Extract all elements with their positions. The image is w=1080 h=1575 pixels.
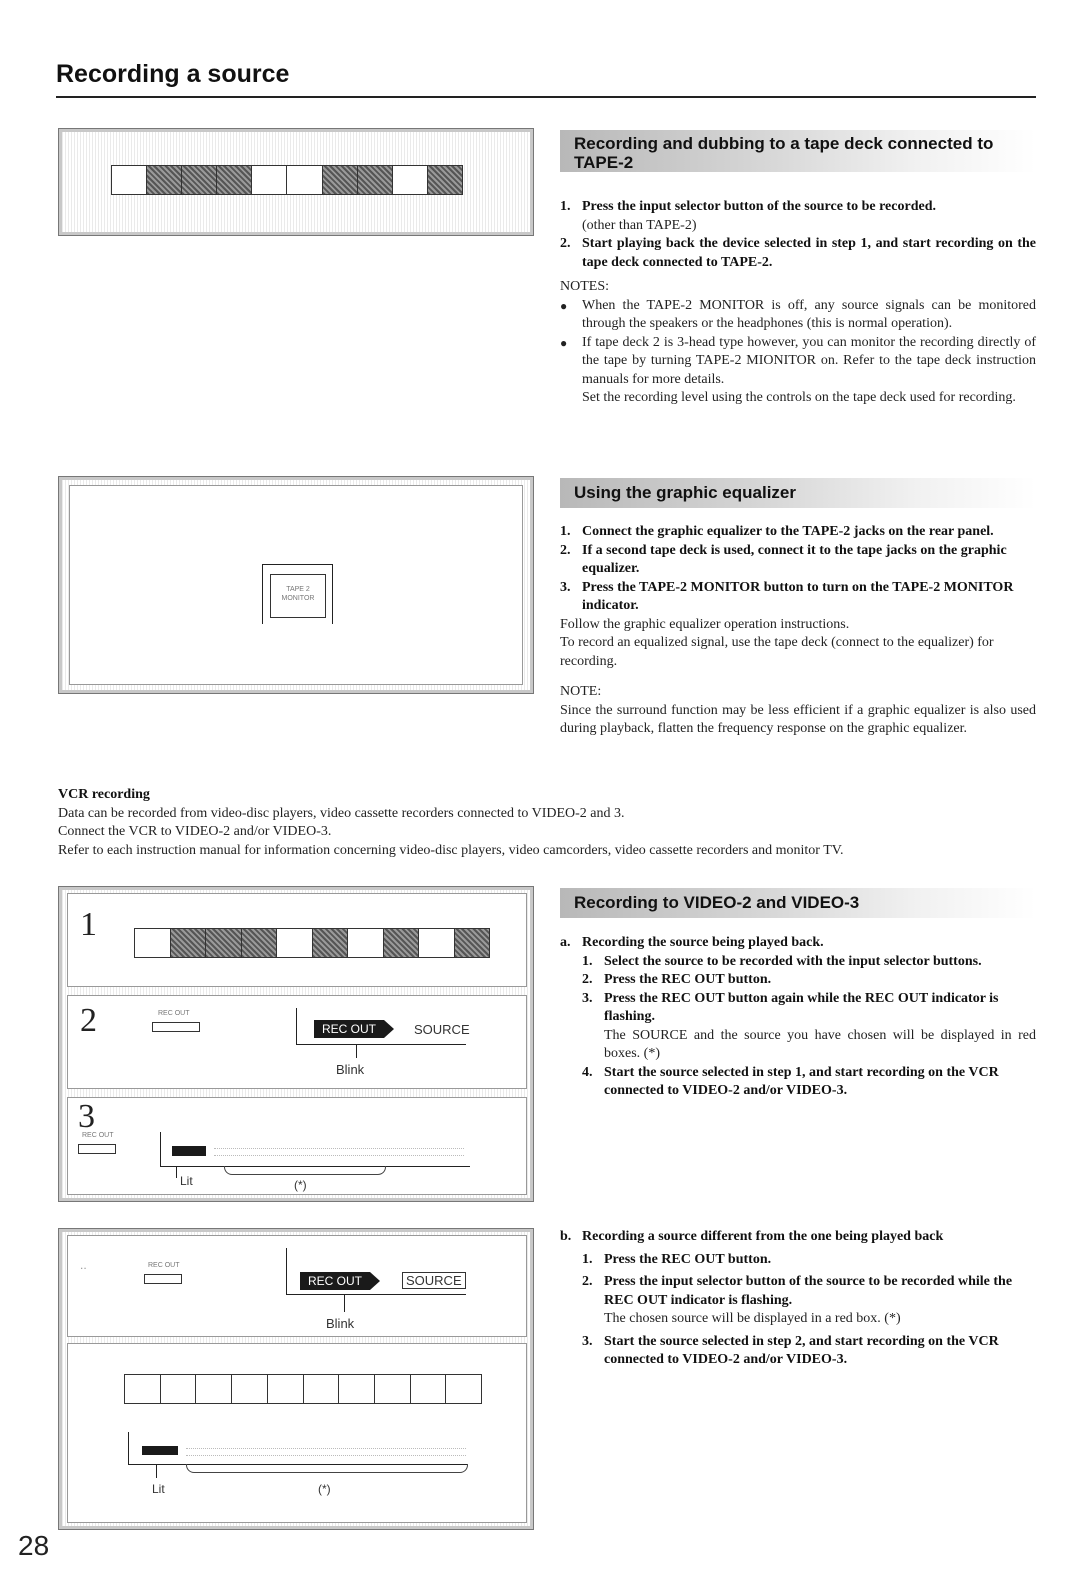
step-text: Press the input selector button of the source to be recorded. (582, 199, 936, 214)
blink-label: Blink (326, 1316, 355, 1331)
step-text: Press the REC OUT button. (604, 1251, 772, 1267)
b-step2-area (67, 1343, 527, 1523)
step-number-1: 1 (80, 906, 97, 943)
note-label: NOTE: (560, 684, 602, 699)
bracket-line (296, 1044, 466, 1045)
selector-button (383, 929, 419, 957)
selector-button (205, 929, 241, 957)
pointer-line (176, 1166, 177, 1178)
step-text: Press the TAPE-2 MONITOR button to turn on the TAPE-2 MONITOR indicator. (582, 579, 1014, 613)
blink-label: Blink (336, 1062, 365, 1077)
tape2-monitor-button (270, 574, 326, 618)
selector-button (135, 929, 170, 957)
step-text: Start playing back the device selected in step 1, and start recording on the tape deck connected to TAPE-2. (582, 236, 1036, 270)
source-brace (224, 1166, 386, 1175)
selector-button (251, 166, 286, 194)
section3-a (560, 934, 1036, 1101)
list-label: b. (560, 1229, 572, 1244)
step3-area (67, 1097, 527, 1195)
panel-video-steps (58, 886, 534, 1202)
step-subtext: The chosen source will be displayed in a red box. (*) (604, 1311, 901, 1326)
indicator-strip (214, 1148, 464, 1156)
section-heading-equalizer: Using the graphic equalizer (560, 478, 1036, 508)
step-number: 2. (560, 542, 571, 558)
selector-button (357, 166, 392, 194)
bracket-right-line (332, 564, 333, 624)
selector-button (322, 166, 357, 194)
b-step1-area (67, 1235, 527, 1337)
selector-button (231, 1375, 267, 1403)
vcr-line: Refer to each instruction manual for information concerning video-disc players, video camcorders, video cassette recorders and monitor TV. (58, 842, 844, 858)
selector-button (427, 166, 462, 194)
section-heading-tape2: Recording and dubbing to a tape deck connected to TAPE-2 (560, 130, 1036, 172)
step-number-2: 2 (80, 1002, 97, 1039)
step-number: 1. (560, 524, 571, 539)
bracket-line (128, 1432, 129, 1464)
list-title: Recording the source being played back. (582, 935, 824, 950)
selector-button (374, 1375, 410, 1403)
step-subtext: (other than TAPE-2) (582, 217, 697, 233)
step-text: If a second tape deck is used, connect it to the tape jacks on the graphic equalizer. (582, 542, 1007, 576)
selector-button (347, 929, 383, 957)
section3-b-title (560, 1228, 1036, 1247)
step-mark: .. (80, 1258, 87, 1272)
section1-step (560, 235, 1036, 272)
note-item (560, 297, 1036, 334)
section3-b-step-sub (560, 1310, 1036, 1329)
note-text: If tape deck 2 is 3-head type however, you can monitor the recording directly of the tape by turning TAPE-2 MIONITOR on. Refer to the tape deck instruction manuals for more details. (582, 334, 1036, 387)
bracket-left-line (262, 564, 263, 624)
panel-tape2-monitor (58, 476, 534, 694)
note-text: When the TAPE-2 MONITOR is off, any source signals can be monitored through the speakers or the headphones (this is normal operation). (582, 297, 1036, 331)
section3-a-step (560, 990, 1036, 1027)
selector-button (445, 1375, 481, 1403)
selector-button (160, 1375, 196, 1403)
bullet-icon: ● (560, 298, 568, 313)
pointer-line (156, 1464, 157, 1478)
step-text: Start the source selected in step 2, and start recording on the VCR connected to VIDEO-2 and/or VIDEO-3. (604, 1333, 999, 1367)
selector-button (392, 166, 427, 194)
step-text: Start the source selected in step 1, and start recording on the VCR connected to VIDEO-2 and/or VIDEO-3. (604, 1064, 999, 1098)
section3-b-step (560, 1273, 1036, 1310)
vcr-section (58, 786, 1038, 860)
step-number-3: 3 (78, 1098, 95, 1135)
step-number: 4. (582, 1064, 593, 1080)
section3-a-step-sub (560, 1027, 1036, 1064)
selector-button (418, 929, 454, 957)
rec-out-indicator: REC OUT (314, 1020, 384, 1038)
bullet-icon: ● (560, 335, 568, 350)
note-continuation (560, 389, 1036, 408)
section3-a-title (560, 934, 1036, 953)
section2-follow1: Follow the graphic equalizer operation instructions. (560, 616, 850, 632)
section1-step-sub (560, 217, 1036, 236)
step-number: 3. (560, 579, 571, 595)
bracket-line (286, 1248, 287, 1294)
note-text: Set the recording level using the controls on the tape deck used for recording. (582, 390, 1016, 405)
step-text: Press the input selector button of the source to be recorded while the REC OUT indicator is flashing. (604, 1274, 1013, 1308)
title-rule (56, 96, 1036, 98)
step1-area (67, 893, 527, 987)
rec-out-small-label: REC OUT (148, 1262, 180, 1269)
section2-step (560, 523, 1036, 542)
section3-b (560, 1228, 1036, 1370)
step-text: Press the REC OUT button again while the REC OUT indicator is flashing. (604, 990, 999, 1024)
bracket-line (160, 1132, 161, 1166)
asterisk-label: (*) (318, 1482, 331, 1496)
rec-out-small-button (152, 1022, 200, 1032)
vcr-line: Connect the VCR to VIDEO-2 and/or VIDEO-3. (58, 824, 332, 839)
indicator-strip (186, 1448, 466, 1456)
step-number: 1. (582, 1251, 593, 1267)
step-number: 3. (582, 1333, 593, 1349)
step-text: Select the source to be recorded with the input selector buttons. (604, 953, 982, 969)
vcr-heading: VCR recording (58, 787, 150, 802)
rec-out-small-label: REC OUT (158, 1010, 190, 1017)
rec-out-small-label: REC OUT (82, 1132, 114, 1139)
step2-area (67, 995, 527, 1089)
step-number: 2. (560, 236, 571, 251)
section3-b-step (560, 1333, 1036, 1370)
lit-label: Lit (180, 1174, 193, 1188)
selector-button (181, 166, 216, 194)
rec-out-lit-indicator (172, 1146, 206, 1156)
rec-out-small-button (144, 1274, 182, 1284)
section3-a-step (560, 1064, 1036, 1101)
panel-video-b (58, 1228, 534, 1530)
input-selector-row (134, 928, 490, 958)
section2-step (560, 579, 1036, 616)
step-number: 2. (582, 972, 593, 987)
page-number: 28 (18, 1530, 50, 1561)
selector-button (146, 166, 181, 194)
panel-input-selectors (58, 128, 534, 236)
section2-follow2: To record an equalized signal, use the tape deck (connect to the equalizer) for recording. (560, 635, 994, 669)
input-selector-row (124, 1374, 482, 1404)
section-heading-video: Recording to VIDEO-2 and VIDEO-3 (560, 888, 1036, 918)
asterisk-label: (*) (294, 1178, 307, 1192)
pointer-line (356, 1044, 357, 1058)
notes-label: NOTES: (560, 279, 609, 294)
panel-inner (69, 485, 523, 685)
section2-step (560, 542, 1036, 579)
note-item (560, 334, 1036, 390)
step-number: 3. (582, 990, 593, 1006)
input-selector-row (111, 165, 463, 195)
page-title: Recording a source (56, 60, 290, 88)
bracket-line (296, 1008, 297, 1044)
selector-button (303, 1375, 339, 1403)
vcr-line: Data can be recorded from video-disc players, video cassette recorders connected to VIDEO-2 and 3. (58, 805, 625, 821)
section2-steps (560, 523, 1036, 739)
selector-button (276, 929, 312, 957)
selector-button (312, 929, 348, 957)
bracket-line (286, 1294, 466, 1295)
section1-step (560, 198, 1036, 217)
section3-a-step (560, 953, 1036, 972)
pointer-line (344, 1294, 345, 1312)
rec-out-indicator: REC OUT (300, 1272, 370, 1290)
step-number: 1. (560, 199, 571, 214)
selector-button (286, 166, 321, 194)
list-title: Recording a source different from the one being played back (582, 1229, 944, 1244)
section3-a-step (560, 971, 1036, 990)
bracket-top-line (262, 564, 332, 565)
rec-out-small-button (78, 1144, 116, 1154)
step-text: Press the REC OUT button. (604, 972, 772, 987)
selector-button (338, 1375, 374, 1403)
step-number: 2. (582, 1274, 593, 1289)
selector-button (454, 929, 490, 957)
section2-note: Since the surround function may be less efficient if a graphic equalizer is also used during playback, flatten the frequency response on the graphic equalizer. (560, 702, 1036, 736)
selector-button (170, 929, 206, 957)
source-indicator: SOURCE (414, 1022, 470, 1037)
selector-button (125, 1375, 160, 1403)
rec-out-lit-indicator (142, 1446, 178, 1455)
selector-button (195, 1375, 231, 1403)
step-text: Connect the graphic equalizer to the TAPE-2 jacks on the rear panel. (582, 524, 994, 539)
selector-button (241, 929, 277, 957)
selector-button (216, 166, 251, 194)
source-brace (186, 1464, 468, 1473)
section3-b-step (560, 1251, 1036, 1270)
selector-button (267, 1375, 303, 1403)
list-label: a. (560, 935, 571, 950)
selector-button (410, 1375, 446, 1403)
step-number: 1. (582, 953, 593, 969)
step-subtext: The SOURCE and the source you have chosen will be displayed in red boxes. (*) (604, 1027, 1036, 1061)
selector-button (112, 166, 146, 194)
section1-steps (560, 198, 1036, 408)
tape2-monitor-label: TAPE 2 MONITOR (281, 586, 315, 602)
source-box-indicator: SOURCE (402, 1272, 466, 1289)
lit-label: Lit (152, 1482, 165, 1496)
